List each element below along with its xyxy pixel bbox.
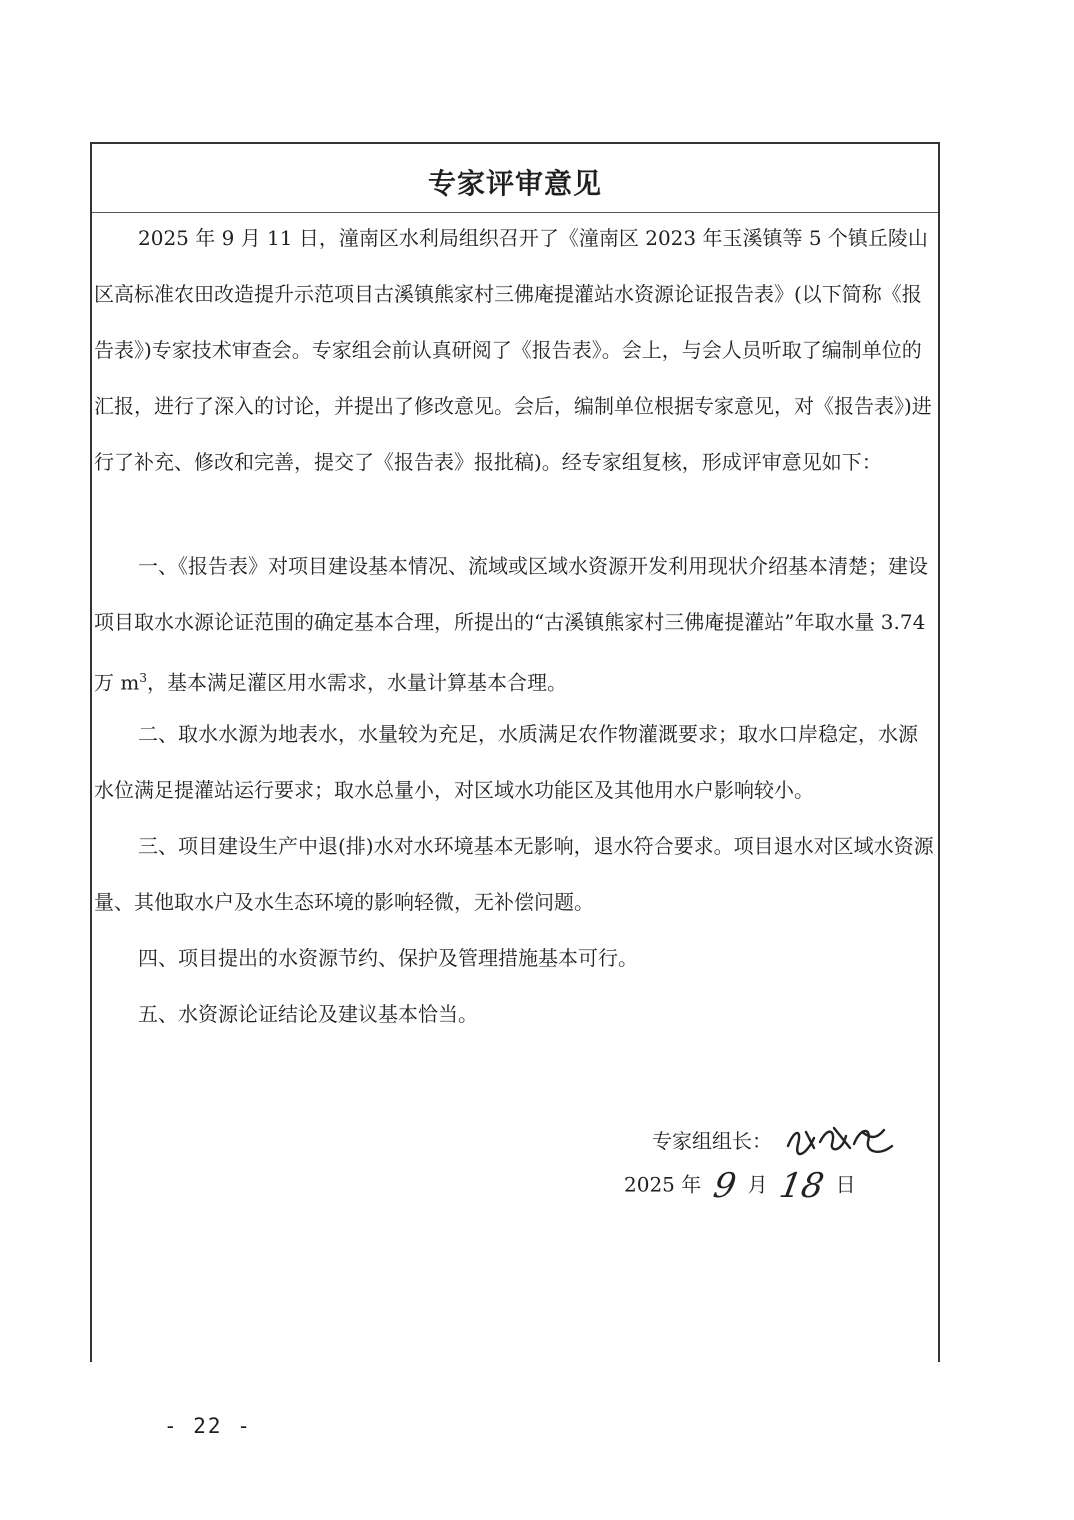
opinion-item-2: 二、取水水源为地表水，水量较为充足，水质满足农作物灌溉要求；取水口岸稳定，水源水位满足提灌站运行要求；取水总量小，对区域水功能区及其他用水户影响较小。 xyxy=(94,722,918,802)
opinion-item-1 xyxy=(94,538,934,711)
handwritten-signature xyxy=(784,1118,896,1167)
opinion-item-1-text: 一、《报告表》对项目建设基本情况、流域或区域水资源开发利用现状介绍基本清楚；建设项目取水水源论证范围的确定基本合理，所提出的“古溪镇熊家村三佛庵提灌站”年取水量 3.74 万 m xyxy=(94,554,928,695)
page-number: - 22 - xyxy=(164,1414,252,1438)
signature-row xyxy=(652,1118,896,1167)
document-title: 专家评审意见 xyxy=(427,167,602,200)
intro-paragraph: 2025 年 9 月 11 日，潼南区水利局组织召开了《潼南区 2023 年玉溪镇等 5 个镇丘陵山区高标准农田改造提升示范项目古溪镇熊家村三佛庵提灌站水资源论证报告表》(以下简称《报告表》)专家技术审查会。专家组会前认真研阅了《报告表》。会上，与会人员听取了编制单位的汇报，进行了深入的讨论，并提出了修改意见。会后，编制单位根据专家意见，对《报告表》)进行了补充、修改和完善，提交了《报告表》报批稿)。经专家组复核，形成评审意见如下： xyxy=(94,226,932,474)
signature-label: 专家组组长： xyxy=(652,1129,772,1153)
opinion-item-1-text-end: ，基本满足灌区用水需求，水量计算基本合理。 xyxy=(146,670,567,695)
opinion-item-3: 三、项目建设生产中退(排)水对水环境基本无影响，退水符合要求。项目退水对区域水资源量、其他取水户及水生态环境的影响轻微，无补偿问题。 xyxy=(94,834,934,914)
cubic-superscript: 3 xyxy=(139,671,147,685)
date-year: 2025 年 xyxy=(624,1172,702,1197)
opinion-item-4: 四、项目提出的水资源节约、保护及管理措施基本可行。 xyxy=(138,946,638,970)
date-day-handwritten: 18 xyxy=(776,1166,827,1206)
date-month-label: 月 xyxy=(747,1172,768,1197)
date-month-handwritten: 9 xyxy=(710,1166,739,1206)
opinion-item-5: 五、水资源论证结论及建议基本恰当。 xyxy=(138,1002,478,1026)
review-opinion-frame xyxy=(90,142,940,1362)
date-row xyxy=(624,1166,856,1206)
date-day-label: 日 xyxy=(835,1172,856,1197)
